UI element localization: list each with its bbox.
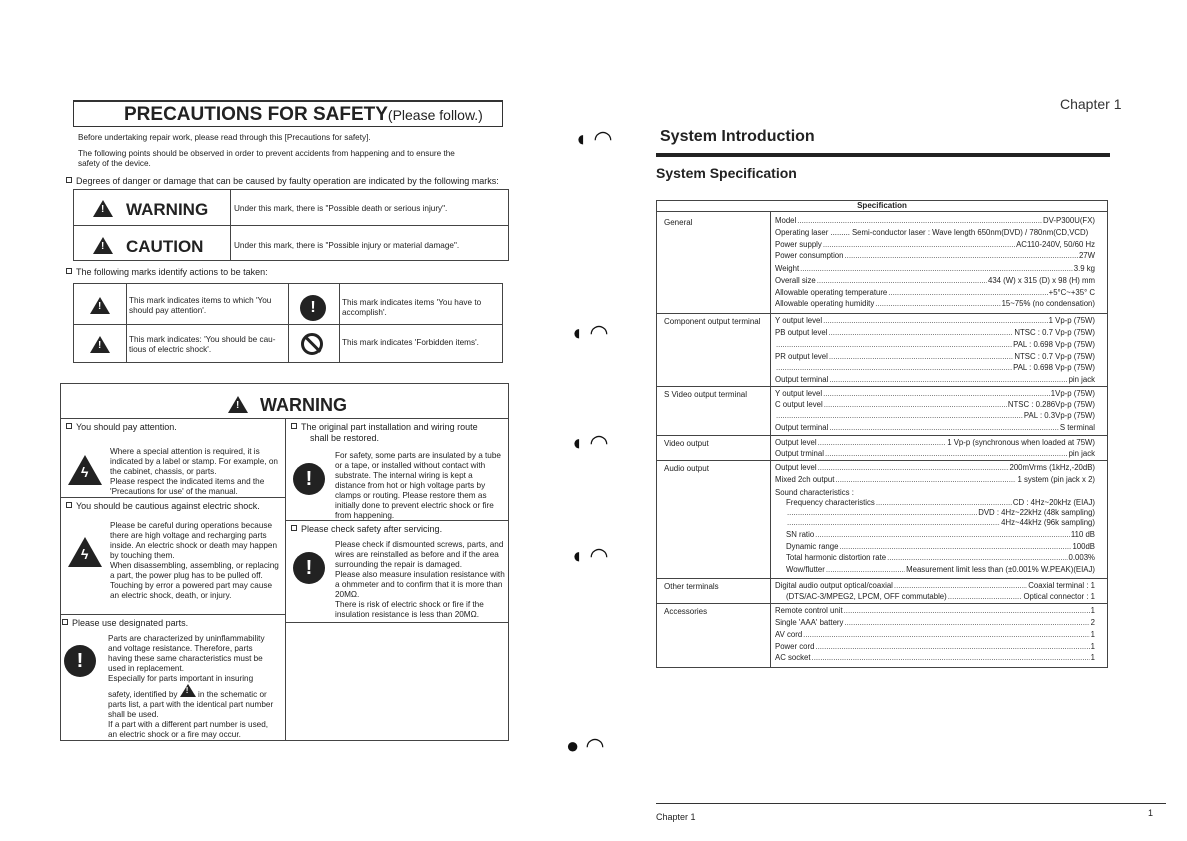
shock-line: by touching them. [110,551,175,560]
degrees-line [66,176,499,187]
check-line: 20MΩ. [335,590,360,599]
footer-rule [656,803,1166,804]
check-line: There is risk of electric shock or fire if the [335,600,484,609]
section-check-head [291,524,442,535]
marks-intro-text: The following marks identify actions to be taken: [76,267,268,277]
spec-row: PR output level ..... NTSC : 0.7 Vp-p (75W) [775,352,1095,361]
check-line: insulation resistance is less than 20MΩ. [335,610,480,619]
spec-row: ..... PAL : 0.698 Vp-p (75W) [775,363,1095,372]
section-shock-title: You should be cautious against electric shock. [76,501,260,511]
section-wiring-title-a: The original part installation and wiring route [301,422,478,432]
shock-line: When disassembling, assembling, or replacing [110,561,279,570]
shock-line: a part, the power plug has to be pulled off. [110,571,263,580]
category-component: Component output terminal [664,317,761,326]
precautions-title-sub: (Please follow.) [387,107,483,123]
title-rule [656,153,1110,157]
intro-line-1: Before undertaking repair work, please read through this [Precautions for safety]. [78,133,371,142]
spec-row: Sound characteristics : [775,488,854,497]
wiring-line: For safety, some parts are insulated by a tube [335,451,501,460]
spec-row: Digital audio output optical/coaxial ..... Coaxial terminal : 1 [775,581,1095,590]
spec-row: Frequency characteristics ..... CD : 4Hz~20kHz (EIAJ) [786,498,1095,507]
marks-divider-1 [126,283,127,363]
spec-row: AV cord ..... 1 [775,630,1095,639]
section-wiring-body [335,451,501,521]
checkbox-square-icon [291,525,297,531]
spec-table-col-divider [770,212,771,668]
spec-row: Y output level ..... 1Vp-p (75W) [775,389,1095,398]
section-wiring-title-b: shall be restored. [310,433,380,443]
shock-line: inside. An electric shock or death may happen [110,541,278,550]
spec-row: Output trminal ..... pin jack [775,449,1095,458]
category-accessories: Accessories [664,607,708,616]
spec-row: Operating laser ......... Semi-conductor laser : Wave length 650nm(DVD) / 780nm(CD,VCD) [775,228,1089,237]
attention-line: indicated by a label or stamp. For example, on [110,457,278,466]
section-attention-head [66,422,177,433]
attention-line: 'Precautions for use' of the manual. [110,487,238,496]
spec-row: Output level ..... 1 Vp-p (synchronous when loaded at 75W) [775,438,1095,447]
spec-row: Output terminal ..... S terminal [775,423,1095,432]
caution-description: Under this mark, there is "Possible injury or material damage". [234,241,460,250]
shock-section-icon [68,537,102,572]
parts-line: If a part with a different part number is used, [108,720,269,729]
spec-row: Allowable operating temperature ..... +5°C~+35° C [775,288,1095,297]
attention-line: Please respect the indicated items and the [110,477,265,486]
wiring-line: clamps or routing. Please restore them as [335,491,487,500]
spec-row: Power supply ..... AC110-240V, 50/60 Hz [775,240,1095,249]
spec-title: System Specification [656,165,797,181]
category-video: Video output [664,439,709,448]
warning-label: WARNING [126,200,209,219]
spec-row: Total harmonic distortion rate ..... 0.003% [786,553,1095,562]
parts-line: an electric shock or a fire may occur. [108,730,241,739]
spec-table-header: Specification [656,200,1108,212]
mark1-line-a: This mark indicates items to which 'You [129,296,272,305]
shock-line: Please be careful during operations because [110,521,273,530]
spec-row: Allowable operating humidity ..... 15~75% (no condensation) [775,299,1095,308]
checkbox-square-icon [66,502,72,508]
binder-hole-icon: ◖ ◠ [574,126,613,151]
category-other: Other terminals [664,582,719,591]
parts-safety-a: safety, identified by [108,690,178,699]
attention-line: the cabinet, chassis, or parts. [110,467,217,476]
accomplish-exclamation-icon: ! [300,295,326,321]
spec-row: Remote control unit ..... 1 [775,606,1095,615]
spec-row: Output terminal ..... pin jack [775,375,1095,384]
warning-box-col-divider [285,418,286,741]
check-line: Please also measure insulation resistance with [335,570,505,579]
spec-row: Output level ..... 200mVrms (1kHz,-20dB) [775,463,1095,472]
category-audio: Audio output [664,464,709,473]
section-shock-head [66,501,260,512]
spec-row: Mixed 2ch output ..... 1 system (pin jack x 2) [775,475,1095,484]
warning-description: Under this mark, there is "Possible death or serious injury". [234,204,448,213]
checkbox-square-icon [66,268,72,274]
binder-hole-icon: ◖ ◠ [570,320,609,345]
section-parts-body [108,634,273,740]
parts-line: having these same characteristics must be [108,654,263,663]
parts-line-safety [108,684,273,700]
parts-exclamation-icon: ! [64,645,96,677]
intro-line-2a: The following points should be observed in order to prevent accidents from happening and to ensure the [78,149,455,158]
check-line: wires are reinstalled as before and if the area [335,550,499,559]
marks-intro-line [66,267,268,278]
parts-line: and voltage resistance. Therefore, parts [108,644,253,653]
wiring-exclamation-icon: ! [293,463,325,495]
section-title: System Introduction [660,128,815,145]
wiring-line: from happening. [335,511,395,520]
shock-line: there are high voltage and recharging parts [110,531,267,540]
precautions-title-main: PRECAUTIONS FOR SAFETY [124,104,388,125]
parts-line: shall be used. [108,710,159,719]
intro-line-2b: safety of the device. [78,159,151,168]
caution-label: CAUTION [126,237,204,256]
section-parts-title: Please use designated parts. [72,618,189,628]
shock-triangle-icon [90,336,110,358]
shock-line: Touching by error a powered part may cause [110,581,273,590]
section-shock-body [110,521,279,601]
section-sep-3 [285,520,509,521]
shock-line: an electric shock, death, or injury. [110,591,232,600]
mark4-text: This mark indicates 'Forbidden items'. [342,338,479,347]
section-sep-2 [60,614,285,615]
spec-row: ..... 4Hz~44kHz (96k sampling) [786,518,1095,527]
marks-divider-3 [339,283,340,363]
section-sep-4 [285,622,509,623]
attention-triangle-icon [90,297,110,319]
spec-row-sep [656,435,1108,436]
spec-row: Power cord ..... 1 [775,642,1095,651]
wiring-line: distance from hot or high voltage parts by [335,481,486,490]
category-svideo: S Video output terminal [664,390,748,399]
spec-row: ..... DVD : 4Hz~22kHz (48k sampling) [786,508,1095,517]
mark3-line-b: tious of electric shock'. [129,345,212,354]
attention-line: Where a special attention is required, it is [110,447,260,456]
spec-row: Overall size ..... 434 (W) x 315 (D) x 98 (H) mm [775,276,1095,285]
spec-row: (DTS/AC-3/MPEG2, LPCM, OFF commutable) ..... Optical connector : 1 [786,592,1095,601]
marks-row-sep [73,324,503,325]
section-attention-title: You should pay attention. [76,422,177,432]
checkbox-square-icon [62,619,68,625]
spec-row: Power consumption ..... 27W [775,251,1095,260]
spec-row: Dynamic range ..... 100dB [786,542,1095,551]
chapter-tag: Chapter 1 [1060,96,1122,112]
wiring-line: substrate. The internal wiring is kept a [335,471,473,480]
section-check-body [335,540,505,620]
caution-triangle-icon [93,237,113,259]
spec-row-sep [656,578,1108,579]
checkbox-square-icon [66,423,72,429]
checkbox-square-icon [66,177,72,183]
section-sep-1 [60,497,285,498]
spec-row: Weight ..... 3.9 kg [775,264,1095,273]
section-attention-body [110,447,278,497]
binder-hole-icon: ◖ ◠ [570,430,609,455]
warning-box-triangle-icon [228,396,248,418]
parts-line: used in replacement. [108,664,185,673]
checkbox-square-icon [291,423,297,429]
check-exclamation-icon: ! [293,552,325,584]
spec-row: PB output level ..... NTSC : 0.7 Vp-p (75W) [775,328,1095,337]
precautions-title [124,104,483,126]
parts-line: Especially for parts important in insuring [108,674,254,683]
section-check-title: Please check safety after servicing. [301,524,443,534]
spec-row: ..... PAL : 0.3Vp-p (75W) [775,411,1095,420]
marks-divider-2 [288,283,289,363]
warning-triangle-icon [93,200,113,222]
section-parts-head [62,618,188,629]
spec-row-sep [656,386,1108,387]
spec-row: ..... PAL : 0.698 Vp-p (75W) [775,340,1095,349]
spec-row: Model ..... DV-P300U(FX) [775,216,1095,225]
spec-row-sep [656,460,1108,461]
spec-row: Wow/flutter ..... Measurement limit less than (±0.001% W.PEAK)(EIAJ) [786,565,1095,574]
binder-hole-icon: ● ◠ [566,733,605,758]
check-line: a ohmmeter and to confirm that it is more than [335,580,503,589]
mark1-line-b: should pay attention'. [129,306,207,315]
wiring-line: or a tape, or installed without contact with [335,461,486,470]
spec-row: C output level ..... NTSC : 0.286Vp-p (75W) [775,400,1095,409]
warning-box-title: WARNING [260,395,347,415]
parts-line: parts list, a part with the identical part number [108,700,274,709]
attention-section-icon [68,455,102,490]
spec-row: AC socket ..... 1 [775,653,1095,662]
check-line: surrounding the repair is damaged. [335,560,462,569]
spec-row: Y output level ..... 1 Vp-p (75W) [775,316,1095,325]
danger-table-row-sep [73,225,509,226]
check-line: Please check if dismounted screws, parts, and [335,540,504,549]
category-general: General [664,218,693,227]
footer-chapter: Chapter 1 [656,812,696,822]
mark2-line-b: accomplish'. [342,308,387,317]
safety-triangle-icon [180,684,196,697]
mark2-line-a: This mark indicates items 'You have to [342,298,482,307]
spec-row: SN ratio ..... 110 dB [786,530,1095,539]
parts-line: Parts are characterized by uninflammability [108,634,265,643]
degrees-text: Degrees of danger or damage that can be caused by faulty operation are indicated by the following marks: [76,176,499,186]
binder-hole-icon: ◖ ◠ [570,543,609,568]
spec-row: Single 'AAA' battery ..... 2 [775,618,1095,627]
page-number: 1 [1148,808,1154,818]
forbidden-icon [301,333,323,360]
section-wiring-head [291,422,478,433]
spec-row-sep [656,313,1108,314]
parts-safety-b: in the schematic or [198,690,267,699]
spec-row-sep [656,603,1108,604]
wiring-line: initially done to prevent electric shock or fire [335,501,494,510]
mark3-line-a: This mark indicates: 'You should be cau- [129,335,276,344]
precautions-title-box [73,100,503,127]
